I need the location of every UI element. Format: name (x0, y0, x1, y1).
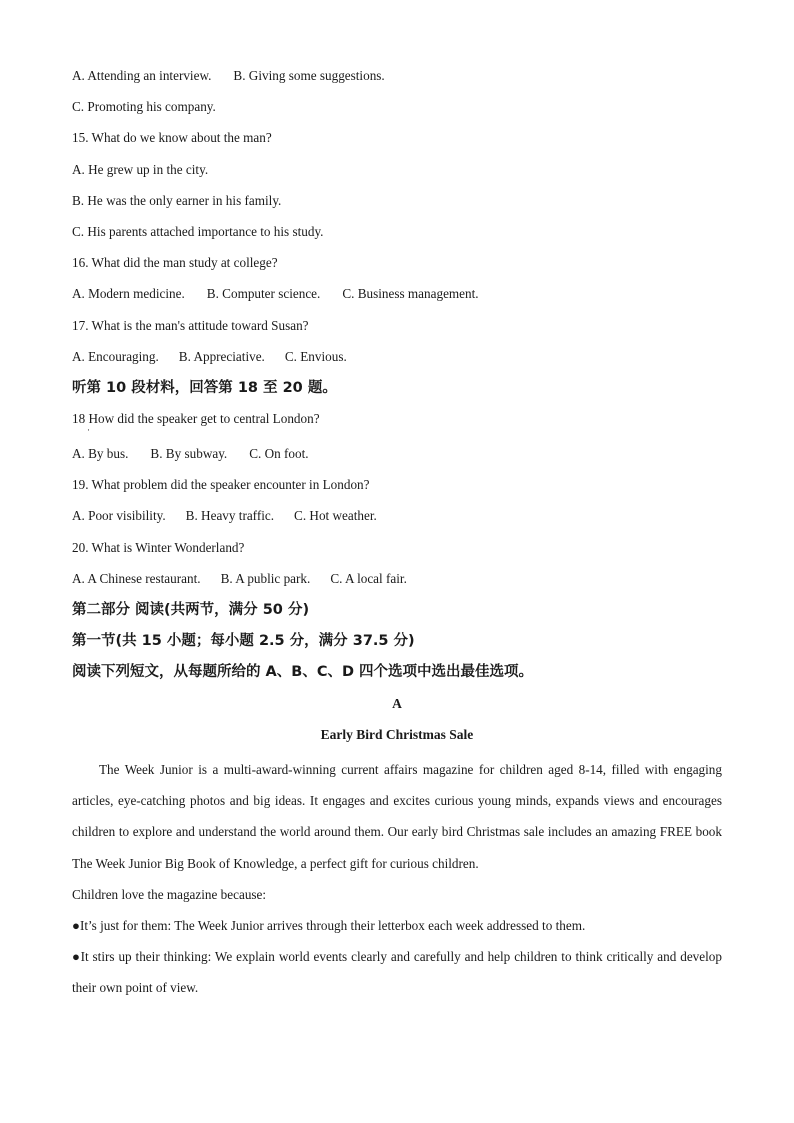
q16-question: 16. What did the man study at college? (72, 255, 278, 271)
q15-question: 15. What do we know about the man? (72, 130, 272, 146)
q15-option-c: C. His parents attached importance to his study. (72, 223, 324, 239)
stray-dot: · (87, 425, 90, 436)
q20-options-row (72, 567, 722, 598)
q17-options-row (72, 345, 722, 376)
q14-options-row (72, 64, 722, 95)
q19-options-row (72, 504, 722, 535)
q20-option-b: B. A public park. (220, 570, 311, 586)
passage-lead: Children love the magazine because: (72, 886, 267, 902)
q19-question: 19. What problem did the speaker encounter in London? (72, 477, 370, 493)
part2-title: 第二部分 阅读(共两节，满分 50 分) (72, 602, 310, 618)
q18-option-c: C. On foot. (249, 446, 309, 462)
q17-question: 17. What is the man's attitude toward Susan? (72, 317, 309, 333)
q19-option-b: B. Heavy traffic. (185, 508, 275, 524)
q14-option-b: B. Giving some suggestions. (233, 68, 385, 83)
q15-option-b: B. He was the only earner in his family. (72, 192, 282, 208)
reading-instruction: 阅读下列短文，从每题所给的 A、B、C、D 四个选项中选出最佳选项。 (72, 664, 534, 681)
exam-page (72, 64, 722, 1004)
passage-bullet-1: ●It’s just for them: The Week Junior arrives through their letterbox each week addressed to them. (72, 917, 586, 933)
section10-instruction: 听第 10 段材料，回答第 18 至 20 题。 (72, 379, 337, 396)
passage-title: Early Bird Christmas Sale (320, 726, 474, 742)
q19-option-c: C. Hot weather. (294, 508, 377, 524)
q18-question: 18 How did the speaker get to central London? (72, 411, 320, 427)
q18-option-a: A. By bus. (72, 446, 129, 462)
passage-bullet-2: ●It stirs up their thinking: We explain world events clearly and carefully and help children to think critically and develop their own point of view. (72, 949, 722, 996)
passage-letter: A (392, 695, 402, 711)
section1-title: 第一节(共 15 小题；每小题 2.5 分，满分 37.5 分) (72, 633, 415, 650)
q18-option-b: B. By subway. (150, 446, 228, 462)
passage-paragraph-1: The Week Junior is a multi-award-winning current affairs magazine for children aged 8-14, filled with engaging articles, eye-catching photos and big ideas. It engages and excites curious young minds, expands views and encourages children to explore and understand the world around them. Our early bird Christmas sale includes an amazing FREE book The Week Junior Big Book of Knowledge, a perfect gift for curious children. (72, 761, 722, 871)
q18-options-row (72, 442, 722, 473)
q15-option-a: A. He grew up in the city. (72, 161, 209, 177)
q14-option-a: A. Attending an interview. (72, 68, 212, 83)
q20-option-c: C. A local fair. (330, 570, 407, 586)
q17-option-a: A. Encouraging. (72, 348, 159, 364)
q17-option-c: C. Envious. (284, 348, 347, 364)
q18-dot-row (72, 425, 722, 442)
q19-option-a: A. Poor visibility. (72, 508, 166, 524)
q16-option-a: A. Modern medicine. (72, 286, 185, 302)
q20-option-a: A. A Chinese restaurant. (72, 570, 201, 586)
q14-option-c: C. Promoting his company. (72, 99, 216, 115)
q16-option-c: C. Business management. (342, 286, 479, 302)
q16-options-row (72, 282, 722, 313)
q17-option-b: B. Appreciative. (178, 348, 265, 364)
q16-option-b: B. Computer science. (206, 286, 321, 302)
q20-question: 20. What is Winter Wonderland? (72, 539, 245, 555)
